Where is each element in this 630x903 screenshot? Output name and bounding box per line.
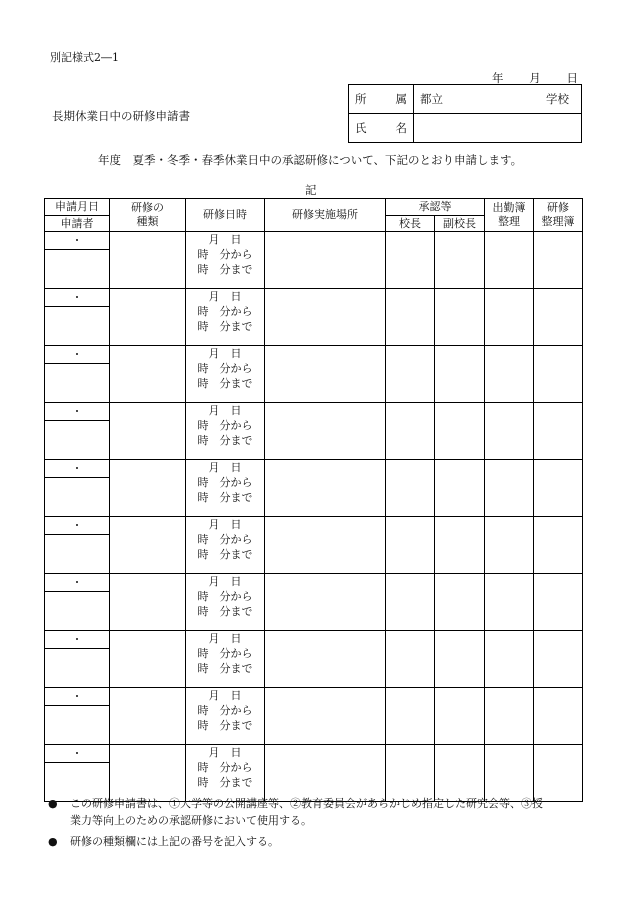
header-place: 研修実施場所 bbox=[265, 199, 386, 232]
datetime-to: 時 分まで bbox=[197, 263, 253, 276]
place-cell[interactable] bbox=[265, 574, 386, 631]
table-row bbox=[45, 460, 583, 478]
datetime-cell[interactable] bbox=[186, 403, 265, 460]
note-1 bbox=[48, 795, 543, 812]
datetime-date: 月 日 bbox=[208, 347, 242, 360]
datetime-from: 時 分から bbox=[197, 647, 253, 660]
datetime-date: 月 日 bbox=[208, 518, 242, 531]
datetime-from: 時 分から bbox=[197, 704, 253, 717]
apply-date-cell[interactable]: ・ bbox=[45, 574, 110, 592]
vice-principal-cell[interactable] bbox=[435, 688, 485, 745]
datetime-date: 月 日 bbox=[208, 746, 242, 759]
affiliation-suffix: 学校 bbox=[546, 92, 569, 106]
header-vice-principal: 副校長 bbox=[435, 216, 485, 232]
header-attendance: 出勤簿 整理 bbox=[485, 199, 534, 232]
header-training-type: 研修の 種類 bbox=[110, 199, 186, 232]
training-type-cell[interactable] bbox=[110, 517, 186, 574]
place-cell[interactable] bbox=[265, 688, 386, 745]
applicant-cell[interactable] bbox=[45, 250, 110, 289]
datetime-from: 時 分から bbox=[197, 533, 253, 546]
principal-cell[interactable] bbox=[386, 460, 435, 517]
form-id: 別記様式2―1 bbox=[50, 51, 119, 64]
training-record-cell[interactable] bbox=[534, 460, 583, 517]
datetime-to: 時 分まで bbox=[197, 377, 253, 390]
datetime-to: 時 分まで bbox=[197, 491, 253, 504]
intro-text: 年度 夏季・冬季・春季休業日中の承認研修について、下記のとおり申請します。 bbox=[98, 153, 523, 167]
attendance-cell[interactable] bbox=[485, 403, 534, 460]
datetime-from: 時 分から bbox=[197, 248, 253, 261]
name-label-2: 名 bbox=[395, 121, 407, 135]
place-cell[interactable] bbox=[265, 745, 386, 802]
datetime-from: 時 分から bbox=[197, 305, 253, 318]
affiliation-label-2: 属 bbox=[395, 92, 407, 106]
attendance-cell[interactable] bbox=[485, 460, 534, 517]
apply-date-cell[interactable]: ・ bbox=[45, 403, 110, 421]
datetime-cell[interactable] bbox=[186, 460, 265, 517]
date-day: 日 bbox=[566, 71, 578, 85]
vice-principal-cell[interactable] bbox=[435, 232, 485, 289]
table-row bbox=[45, 289, 583, 307]
training-type-cell[interactable] bbox=[110, 289, 186, 346]
principal-cell[interactable] bbox=[386, 517, 435, 574]
vice-principal-cell[interactable] bbox=[435, 289, 485, 346]
datetime-from: 時 分から bbox=[197, 419, 253, 432]
training-type-cell[interactable] bbox=[110, 688, 186, 745]
apply-date-cell[interactable]: ・ bbox=[45, 232, 110, 250]
name-label bbox=[349, 114, 414, 143]
bullet-icon: ● bbox=[48, 797, 58, 810]
note-1-line-1: この研修申請書は、①大学等の公開講座等、②教育委員会があらかじめ指定した研究会等、③授 bbox=[70, 797, 543, 810]
attendance-cell[interactable] bbox=[485, 346, 534, 403]
datetime-date: 月 日 bbox=[208, 290, 242, 303]
attendance-cell[interactable] bbox=[485, 289, 534, 346]
header-applicant: 申請者 bbox=[45, 216, 110, 232]
datetime-cell[interactable] bbox=[186, 289, 265, 346]
training-record-cell[interactable] bbox=[534, 232, 583, 289]
place-cell[interactable] bbox=[265, 346, 386, 403]
table-row bbox=[45, 688, 583, 706]
header-training-record: 研修 整理簿 bbox=[534, 199, 583, 232]
vice-principal-cell[interactable] bbox=[435, 631, 485, 688]
datetime-date: 月 日 bbox=[208, 575, 242, 588]
datetime-date: 月 日 bbox=[208, 689, 242, 702]
datetime-cell[interactable] bbox=[186, 346, 265, 403]
datetime-from: 時 分から bbox=[197, 362, 253, 375]
applicant-cell[interactable] bbox=[45, 592, 110, 631]
vice-principal-cell[interactable] bbox=[435, 460, 485, 517]
training-record-cell[interactable] bbox=[534, 289, 583, 346]
header-apply-date: 申請月日 bbox=[45, 199, 110, 216]
note-2 bbox=[48, 833, 279, 850]
principal-cell[interactable] bbox=[386, 688, 435, 745]
attendance-cell[interactable] bbox=[485, 631, 534, 688]
table-row bbox=[45, 232, 583, 250]
training-record-cell[interactable] bbox=[534, 745, 583, 802]
vice-principal-cell[interactable] bbox=[435, 517, 485, 574]
ki-heading: 記 bbox=[305, 183, 317, 197]
attendance-cell[interactable] bbox=[485, 574, 534, 631]
applicant-cell[interactable] bbox=[45, 307, 110, 346]
training-table bbox=[44, 198, 583, 802]
datetime-from: 時 分から bbox=[197, 590, 253, 603]
applicant-cell[interactable] bbox=[45, 421, 110, 460]
place-cell[interactable] bbox=[265, 232, 386, 289]
datetime-to: 時 分まで bbox=[197, 434, 253, 447]
datetime-cell[interactable] bbox=[186, 631, 265, 688]
datetime-cell[interactable] bbox=[186, 745, 265, 802]
apply-date-cell[interactable]: ・ bbox=[45, 688, 110, 706]
applicant-cell[interactable] bbox=[45, 706, 110, 745]
table-body bbox=[45, 232, 583, 802]
principal-cell[interactable] bbox=[386, 346, 435, 403]
principal-cell[interactable] bbox=[386, 631, 435, 688]
datetime-to: 時 分まで bbox=[197, 548, 253, 561]
table-row bbox=[45, 517, 583, 535]
document-title: 長期休業日中の研修申請書 bbox=[52, 109, 190, 123]
header-approval: 承認等 bbox=[386, 199, 485, 216]
applicant-cell[interactable] bbox=[45, 364, 110, 403]
principal-cell[interactable] bbox=[386, 403, 435, 460]
apply-date-cell[interactable]: ・ bbox=[45, 631, 110, 649]
training-type-cell[interactable] bbox=[110, 403, 186, 460]
datetime-date: 月 日 bbox=[208, 233, 242, 246]
training-record-cell[interactable] bbox=[534, 346, 583, 403]
place-cell[interactable] bbox=[265, 517, 386, 574]
datetime-cell[interactable] bbox=[186, 232, 265, 289]
table-row bbox=[45, 745, 583, 763]
training-type-cell[interactable] bbox=[110, 574, 186, 631]
principal-cell[interactable] bbox=[386, 232, 435, 289]
affiliation-field[interactable] bbox=[414, 85, 582, 114]
apply-date-cell[interactable]: ・ bbox=[45, 517, 110, 535]
training-record-cell[interactable] bbox=[534, 631, 583, 688]
table-row bbox=[45, 403, 583, 421]
attendance-cell[interactable] bbox=[485, 517, 534, 574]
training-record-cell[interactable] bbox=[534, 574, 583, 631]
training-type-cell[interactable] bbox=[110, 232, 186, 289]
datetime-cell[interactable] bbox=[186, 688, 265, 745]
training-record-cell[interactable] bbox=[534, 403, 583, 460]
datetime-to: 時 分まで bbox=[197, 776, 253, 789]
apply-date-cell[interactable]: ・ bbox=[45, 346, 110, 364]
applicant-cell[interactable] bbox=[45, 535, 110, 574]
datetime-from: 時 分から bbox=[197, 761, 253, 774]
affiliation-prefix: 都立 bbox=[420, 92, 443, 106]
apply-date-cell[interactable]: ・ bbox=[45, 460, 110, 478]
table-row bbox=[45, 346, 583, 364]
note-2-text: 研修の種類欄には上記の番号を記入する。 bbox=[70, 835, 279, 848]
attendance-cell[interactable] bbox=[485, 745, 534, 802]
training-type-cell[interactable] bbox=[110, 346, 186, 403]
datetime-to: 時 分まで bbox=[197, 719, 253, 732]
place-cell[interactable] bbox=[265, 403, 386, 460]
applicant-cell[interactable] bbox=[45, 478, 110, 517]
table-row bbox=[45, 631, 583, 649]
applicant-info-table bbox=[348, 84, 582, 143]
vice-principal-cell[interactable] bbox=[435, 745, 485, 802]
datetime-to: 時 分まで bbox=[197, 605, 253, 618]
training-record-cell[interactable] bbox=[534, 517, 583, 574]
datetime-cell[interactable] bbox=[186, 574, 265, 631]
datetime-cell[interactable] bbox=[186, 517, 265, 574]
date-year: 年 bbox=[492, 71, 504, 85]
place-cell[interactable] bbox=[265, 460, 386, 517]
date-month: 月 bbox=[529, 71, 541, 85]
training-record-cell[interactable] bbox=[534, 688, 583, 745]
datetime-date: 月 日 bbox=[208, 632, 242, 645]
principal-cell[interactable] bbox=[386, 289, 435, 346]
datetime-from: 時 分から bbox=[197, 476, 253, 489]
attendance-cell[interactable] bbox=[485, 688, 534, 745]
vice-principal-cell[interactable] bbox=[435, 403, 485, 460]
training-type-cell[interactable] bbox=[110, 460, 186, 517]
vice-principal-cell[interactable] bbox=[435, 574, 485, 631]
affiliation-label bbox=[349, 85, 414, 114]
apply-date-cell[interactable]: ・ bbox=[45, 745, 110, 763]
note-1-cont: 業力等向上のための承認研修において使用する。 bbox=[70, 814, 312, 827]
training-type-cell[interactable] bbox=[110, 631, 186, 688]
apply-date-cell[interactable]: ・ bbox=[45, 289, 110, 307]
datetime-to: 時 分まで bbox=[197, 662, 253, 675]
header-principal: 校長 bbox=[386, 216, 435, 232]
header-datetime: 研修日時 bbox=[186, 199, 265, 232]
name-label-1: 氏 bbox=[355, 121, 367, 135]
affiliation-label-1: 所 bbox=[355, 92, 367, 106]
principal-cell[interactable] bbox=[386, 745, 435, 802]
bullet-icon: ● bbox=[48, 835, 58, 848]
datetime-date: 月 日 bbox=[208, 404, 242, 417]
vice-principal-cell[interactable] bbox=[435, 346, 485, 403]
attendance-cell[interactable] bbox=[485, 232, 534, 289]
training-type-cell[interactable] bbox=[110, 745, 186, 802]
place-cell[interactable] bbox=[265, 631, 386, 688]
place-cell[interactable] bbox=[265, 289, 386, 346]
principal-cell[interactable] bbox=[386, 574, 435, 631]
table-row bbox=[45, 574, 583, 592]
datetime-to: 時 分まで bbox=[197, 320, 253, 333]
name-field[interactable] bbox=[414, 114, 582, 143]
datetime-date: 月 日 bbox=[208, 461, 242, 474]
applicant-cell[interactable] bbox=[45, 649, 110, 688]
